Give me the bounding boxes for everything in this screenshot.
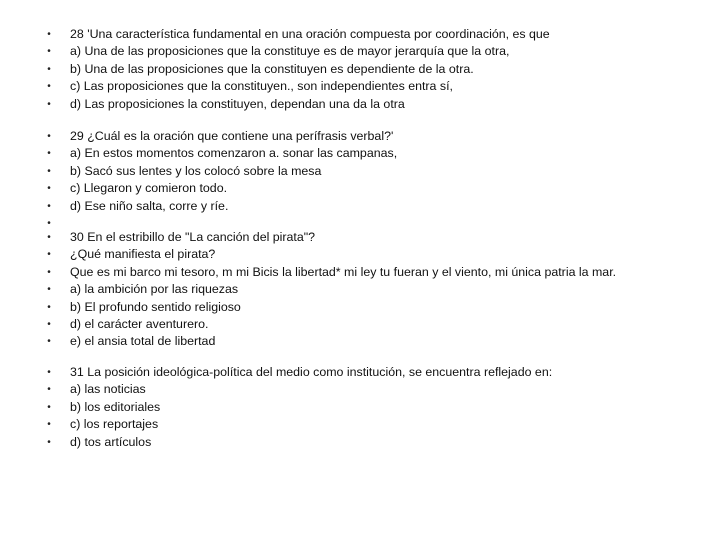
bullet-icon: • xyxy=(47,46,51,58)
text-line xyxy=(40,128,700,145)
bullet-icon: • xyxy=(47,29,51,40)
text-line xyxy=(40,78,700,95)
question-text: ¿Qué manifiesta el pirata? xyxy=(70,247,216,262)
text-line xyxy=(40,229,700,246)
option-text: b) los editoriales xyxy=(70,399,161,414)
text-line xyxy=(40,364,700,381)
bullet-icon: • xyxy=(47,284,51,296)
option-text: a) las noticias xyxy=(70,382,146,397)
text-line xyxy=(40,416,700,433)
text-line xyxy=(40,246,700,263)
option-text: b) El profundo sentido religioso xyxy=(70,299,241,314)
text-line xyxy=(40,264,700,281)
question-text: 30 En el estribillo de "La canción del pirata"? xyxy=(70,230,316,244)
bullet-icon: • xyxy=(47,200,51,212)
option-text: e) el ansia total de libertad xyxy=(70,334,216,349)
option-text: b) Una de las proposiciones que la constituyen es dependiente de la otra. xyxy=(70,61,474,76)
option-text: d) Las proposiciones la constituyen, dependan una da la otra xyxy=(70,96,405,111)
question-29-block xyxy=(40,128,700,232)
text-line xyxy=(40,26,700,43)
bullet-icon: • xyxy=(47,336,51,348)
question-text: 29 ¿Cuál es la oración que contiene una perífrasis verbal?' xyxy=(70,129,394,143)
bullet-icon: • xyxy=(47,367,51,378)
text-line xyxy=(40,299,700,316)
text-line xyxy=(40,198,700,215)
question-31-block xyxy=(40,364,700,451)
option-text: c) los reportajes xyxy=(70,417,159,432)
text-line xyxy=(40,61,700,78)
bullet-icon: • xyxy=(47,183,51,195)
question-text: 28 'Una característica fundamental en una oración compuesta por coordinación, es que xyxy=(70,27,550,41)
text-line xyxy=(40,163,700,180)
text-line xyxy=(40,281,700,298)
bullet-icon: • xyxy=(47,266,51,278)
text-line xyxy=(40,96,700,113)
option-text: d) el carácter aventurero. xyxy=(70,316,209,331)
bullet-icon: • xyxy=(47,63,51,75)
text-line xyxy=(40,180,700,197)
question-30-block xyxy=(40,229,700,351)
bullet-icon: • xyxy=(47,419,51,431)
option-text: a) Una de las proposiciones que la constituye es de mayor jerarquía que la otra, xyxy=(70,44,510,59)
bullet-icon: • xyxy=(47,81,51,93)
quote-text: Que es mi barco mi tesoro, m mi Bicis la libertad* mi ley tu fueran y el viento, mi única patria la mar. xyxy=(70,264,617,279)
bullet-icon: • xyxy=(47,318,51,330)
text-line xyxy=(40,399,700,416)
option-text: d) tos artículos xyxy=(70,434,152,449)
bullet-icon: • xyxy=(47,384,51,396)
bullet-icon: • xyxy=(47,131,51,142)
text-line xyxy=(40,381,700,398)
option-text: b) Sacó sus lentes y los colocó sobre la mesa xyxy=(70,163,322,178)
option-text: c) Llegaron y comieron todo. xyxy=(70,181,228,196)
text-line xyxy=(40,434,700,451)
bullet-icon: • xyxy=(47,217,51,229)
bullet-icon: • xyxy=(47,249,51,261)
text-line xyxy=(40,145,700,162)
bullet-icon: • xyxy=(47,165,51,177)
option-text: a) la ambición por las riquezas xyxy=(70,282,239,297)
option-text: d) Ese niño salta, corre y ríe. xyxy=(70,198,229,213)
text-line xyxy=(40,43,700,60)
option-text: c) Las proposiciones que la constituyen., son independientes entra sí, xyxy=(70,79,453,94)
option-text: a) En estos momentos comenzaron a. sonar las campanas, xyxy=(70,146,398,161)
bullet-icon: • xyxy=(47,401,51,413)
text-line xyxy=(40,333,700,350)
question-28-block xyxy=(40,26,700,113)
bullet-icon: • xyxy=(47,301,51,313)
question-text: 31 La posición ideológica-política del medio como institución, se encuentra reflejado en: xyxy=(70,365,553,379)
bullet-icon: • xyxy=(47,148,51,160)
text-line xyxy=(40,316,700,333)
bullet-icon: • xyxy=(47,98,51,110)
bullet-icon: • xyxy=(47,436,51,448)
bullet-icon: • xyxy=(47,232,51,243)
